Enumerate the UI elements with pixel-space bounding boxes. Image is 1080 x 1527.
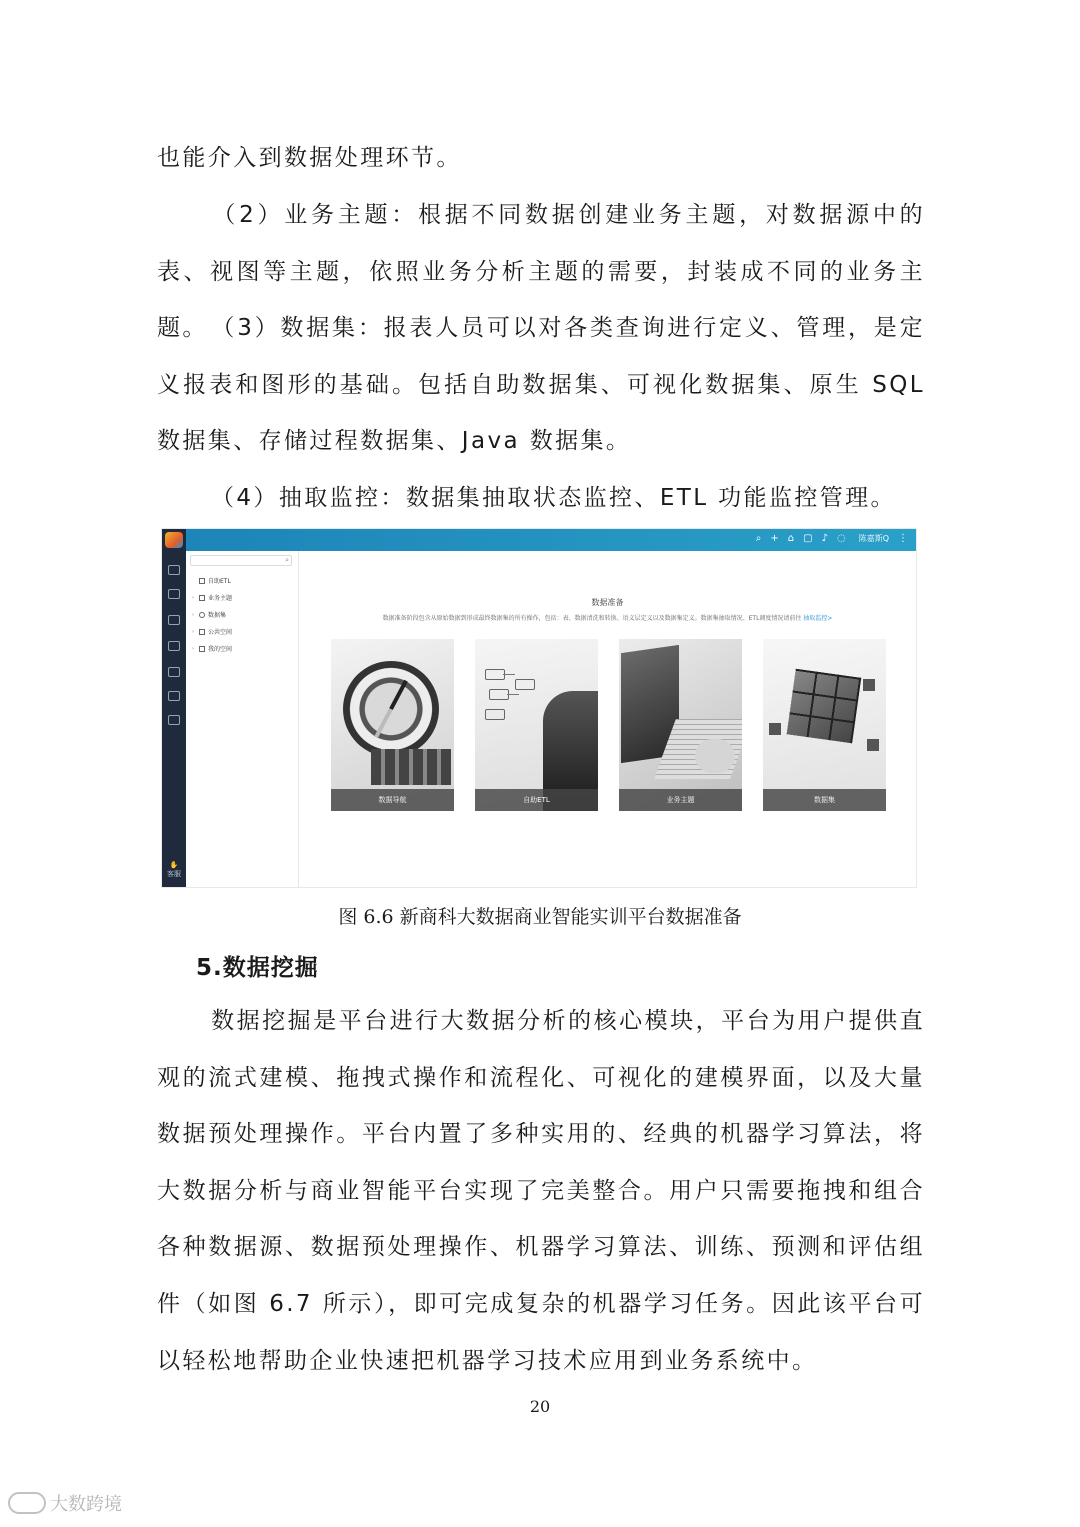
more-icon[interactable]: ⋮: [898, 533, 908, 544]
top-bar-icons: [756, 533, 908, 544]
flow-box: [485, 709, 505, 720]
card-dataset[interactable]: [763, 639, 886, 811]
dataset-icon: [199, 612, 205, 618]
mini-cube: [769, 723, 781, 735]
card-label: 数据集: [763, 789, 886, 811]
flow-line: [507, 694, 519, 695]
monitor-icon[interactable]: [168, 565, 180, 575]
tree-item-label: 我的空间: [208, 646, 233, 653]
user-name[interactable]: 陈嘉斯Q: [858, 534, 889, 543]
cube-image: [787, 669, 862, 744]
base-image: [371, 749, 451, 785]
page-number: 20: [529, 1397, 551, 1416]
watermark: [8, 1490, 122, 1516]
flow-box: [515, 679, 535, 690]
flow-line: [503, 674, 515, 675]
tree-item-label: 自助ETL: [208, 578, 231, 585]
figure-caption: 图 6.6 新商科大数据商业智能实训平台数据准备: [338, 906, 742, 928]
app-logo-icon: [165, 532, 183, 548]
paragraph-4-text: （4）抽取监控：数据集抽取状态监控、ETL 功能监控管理。: [211, 485, 896, 511]
card-self-etl[interactable]: [475, 639, 598, 811]
search-icon[interactable]: ⌕: [755, 533, 762, 544]
paragraph-1-text: 也能介入到数据处理环节。: [157, 145, 462, 171]
tree-item[interactable]: [192, 610, 226, 619]
tree-search-input[interactable]: [190, 555, 292, 566]
grid-icon[interactable]: [168, 589, 180, 599]
chevron-right-icon: ›: [192, 594, 194, 601]
database-icon[interactable]: [168, 615, 180, 625]
chevron-right-icon: ›: [192, 628, 194, 635]
card-business-topic[interactable]: [619, 639, 742, 811]
paragraph-3-text: （3）数据集：报表人员可以对各类查询进行定义、管理，是定义报表和图形的基础。包括自助数据集、可视化数据集、原生 SQL 数据集、存储过程数据集、Java 数据集。: [157, 315, 925, 455]
watermark-text: 大数跨境: [50, 1494, 122, 1515]
search-icon: ⌕: [285, 556, 289, 564]
topic-icon: [199, 595, 205, 601]
tree-item-label: 数据集: [208, 612, 227, 619]
support-icon: ✋: [169, 861, 179, 869]
plus-icon[interactable]: +: [770, 533, 779, 544]
mining-icon[interactable]: [168, 667, 180, 677]
support-label: 客服: [167, 870, 181, 878]
send-icon[interactable]: [168, 715, 180, 725]
sidebar: [162, 529, 186, 887]
paragraph-2-text: （2）业务主题：根据不同数据创建业务主题，对数据源中的表、视图等主题，依照业务分析主题的需要，封装成不同的业务主题。: [157, 202, 925, 342]
bag-icon[interactable]: ▢: [803, 533, 813, 544]
top-bar: [162, 529, 916, 551]
main-panel: [299, 551, 916, 887]
tree-item-label: 业务主题: [208, 595, 233, 602]
watermark-logo-icon: [8, 1492, 46, 1514]
hand-image: [695, 739, 735, 773]
home-icon[interactable]: ⌂: [787, 533, 795, 544]
paragraph-4: [157, 470, 925, 527]
paragraph-3: [157, 300, 925, 470]
flow-box: [485, 669, 505, 680]
tree-item-label: 公共空间: [208, 629, 233, 636]
folder-user-icon: [199, 646, 205, 652]
mini-cube: [863, 679, 875, 691]
chart-icon[interactable]: [168, 691, 180, 701]
flow-box: [489, 689, 509, 700]
paragraph-1: [157, 130, 925, 187]
sidebar-bottom[interactable]: [164, 861, 184, 879]
bell-icon[interactable]: ♪: [821, 533, 828, 544]
tree-item[interactable]: [192, 576, 231, 585]
card-label: 业务主题: [619, 789, 742, 811]
resource-tree: [186, 551, 299, 887]
tree-item[interactable]: [192, 593, 232, 602]
tree-item[interactable]: [192, 644, 232, 653]
chat-icon[interactable]: ◌: [836, 533, 846, 544]
analysis-icon[interactable]: [168, 641, 180, 651]
card-label: 自助ETL: [475, 789, 598, 811]
folder-icon: [199, 629, 205, 635]
panel-description-text: 数据准备阶段包含从原始数据到形成最终数据集的所有操作，包括：表、数据清洗和转换、语义层定义以及数据集定义。数据集抽取情况、ETL调度情况请前往: [382, 615, 802, 622]
panel-title: 数据准备: [591, 598, 624, 607]
etl-icon: [199, 578, 205, 584]
body-paragraph: [157, 993, 925, 1389]
extract-monitor-link[interactable]: 抽取监控>: [803, 615, 833, 622]
section-heading: 5.数据挖掘: [196, 955, 319, 981]
mini-cube: [867, 739, 879, 751]
card-label: 数据导航: [331, 789, 454, 811]
card-data-navigation[interactable]: [331, 639, 454, 811]
chevron-right-icon: ›: [192, 611, 194, 618]
body-paragraph-text: 数据挖掘是平台进行大数据分析的核心模块，平台为用户提供直观的流式建模、拖拽式操作和流程化、可视化的建模界面，以及大量数据预处理操作。平台内置了多种实用的、经典的机器学习算法，将大数据分析与商业智能平台实现了完美整合。用户只需要拖拽和组合各种数据源、数据预处理操作、机器学习算法、训练、预测和评估组件（如图 6.7 所示），即可完成复杂的机器学习任务。因此该平台可以轻松地帮助企业快速把机器学习技术应用到业务系统中。: [157, 1008, 925, 1374]
panel-description: [299, 613, 916, 622]
tree-item[interactable]: [192, 627, 232, 636]
chevron-right-icon: ›: [192, 645, 194, 652]
figure-screenshot: [162, 529, 916, 887]
